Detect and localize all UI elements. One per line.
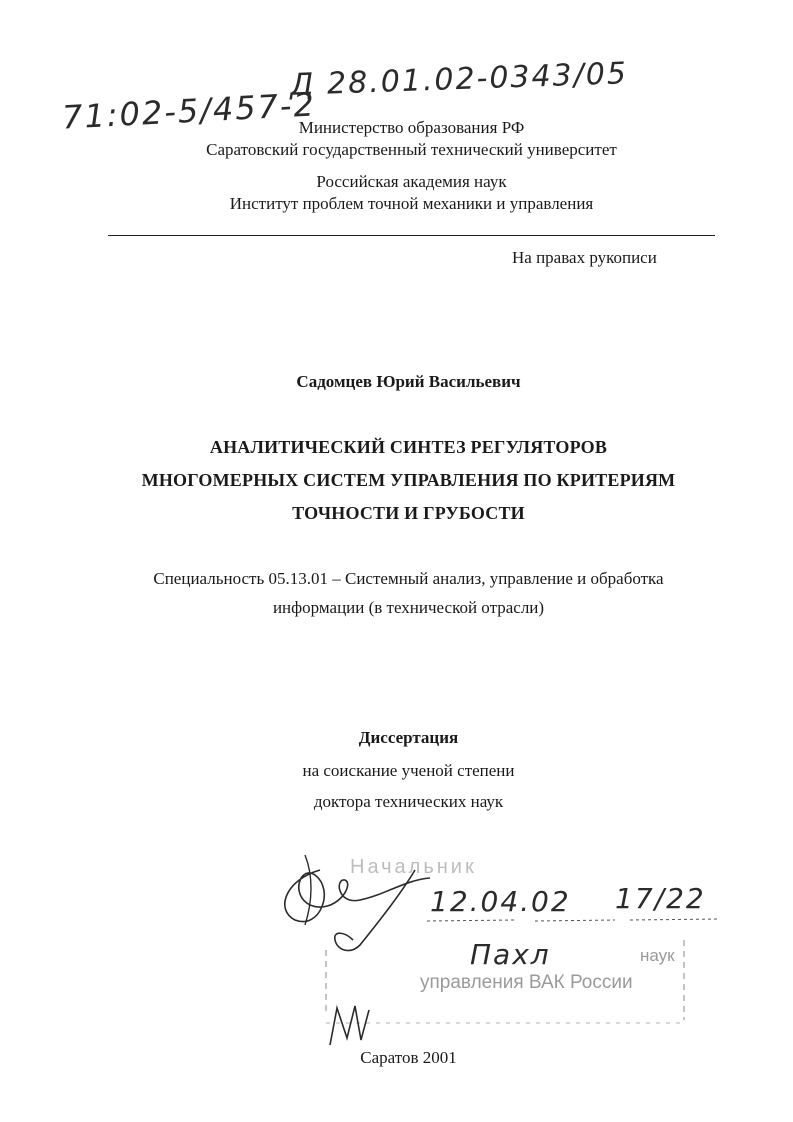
author-name: Садомцев Юрий Васильевич xyxy=(296,372,521,391)
dissertation-purpose: на соискание ученой степени xyxy=(302,761,515,780)
specialty-line-2: информации (в технической отрасли) xyxy=(272,598,545,617)
stamp-line-bottom: управления ВАК России xyxy=(420,972,633,993)
handwritten-underline xyxy=(425,915,725,925)
title-line-3: ТОЧНОСТИ И ГРУБОСТИ xyxy=(292,503,525,523)
stamp-word-right: наук xyxy=(640,946,675,965)
initials-scribble-icon xyxy=(325,1000,385,1050)
handwritten-code-top: Д 28.01.02-0343/05 xyxy=(289,56,629,103)
title-line-2: МНОГОМЕРНЫХ СИСТЕМ УПРАВЛЕНИЯ ПО КРИТЕРИЯМ xyxy=(141,470,676,490)
academy-name: Российская академия наук xyxy=(316,172,507,191)
handwritten-code-left: 71:02-5/457-2 xyxy=(61,85,317,137)
stamp-line-top: Начальник xyxy=(350,856,477,878)
city-year: Саратов 2001 xyxy=(360,1048,457,1067)
header-divider xyxy=(108,235,715,236)
institute-name: Институт проблем точной механики и управления xyxy=(229,194,594,213)
dissertation-type: Диссертация xyxy=(358,728,459,747)
signature-scribble-icon xyxy=(265,850,445,960)
university-name: Саратовский государственный технический университет xyxy=(206,140,617,159)
rights-note: На правах рукописи xyxy=(512,248,657,267)
title-line-1: АНАЛИТИЧЕСКИЙ СИНТЕЗ РЕГУЛЯТОРОВ xyxy=(209,437,608,457)
handwritten-date: 12.04.02 xyxy=(430,885,571,918)
handwritten-number: 17/22 xyxy=(615,882,706,915)
handwritten-note: Пахл xyxy=(470,938,551,971)
specialty-line-1: Специальность 05.13.01 – Системный анализ, управление и обработка xyxy=(153,569,664,588)
ministry-name: Министерство образования РФ xyxy=(298,118,525,137)
dissertation-degree: доктора технических наук xyxy=(313,792,504,811)
